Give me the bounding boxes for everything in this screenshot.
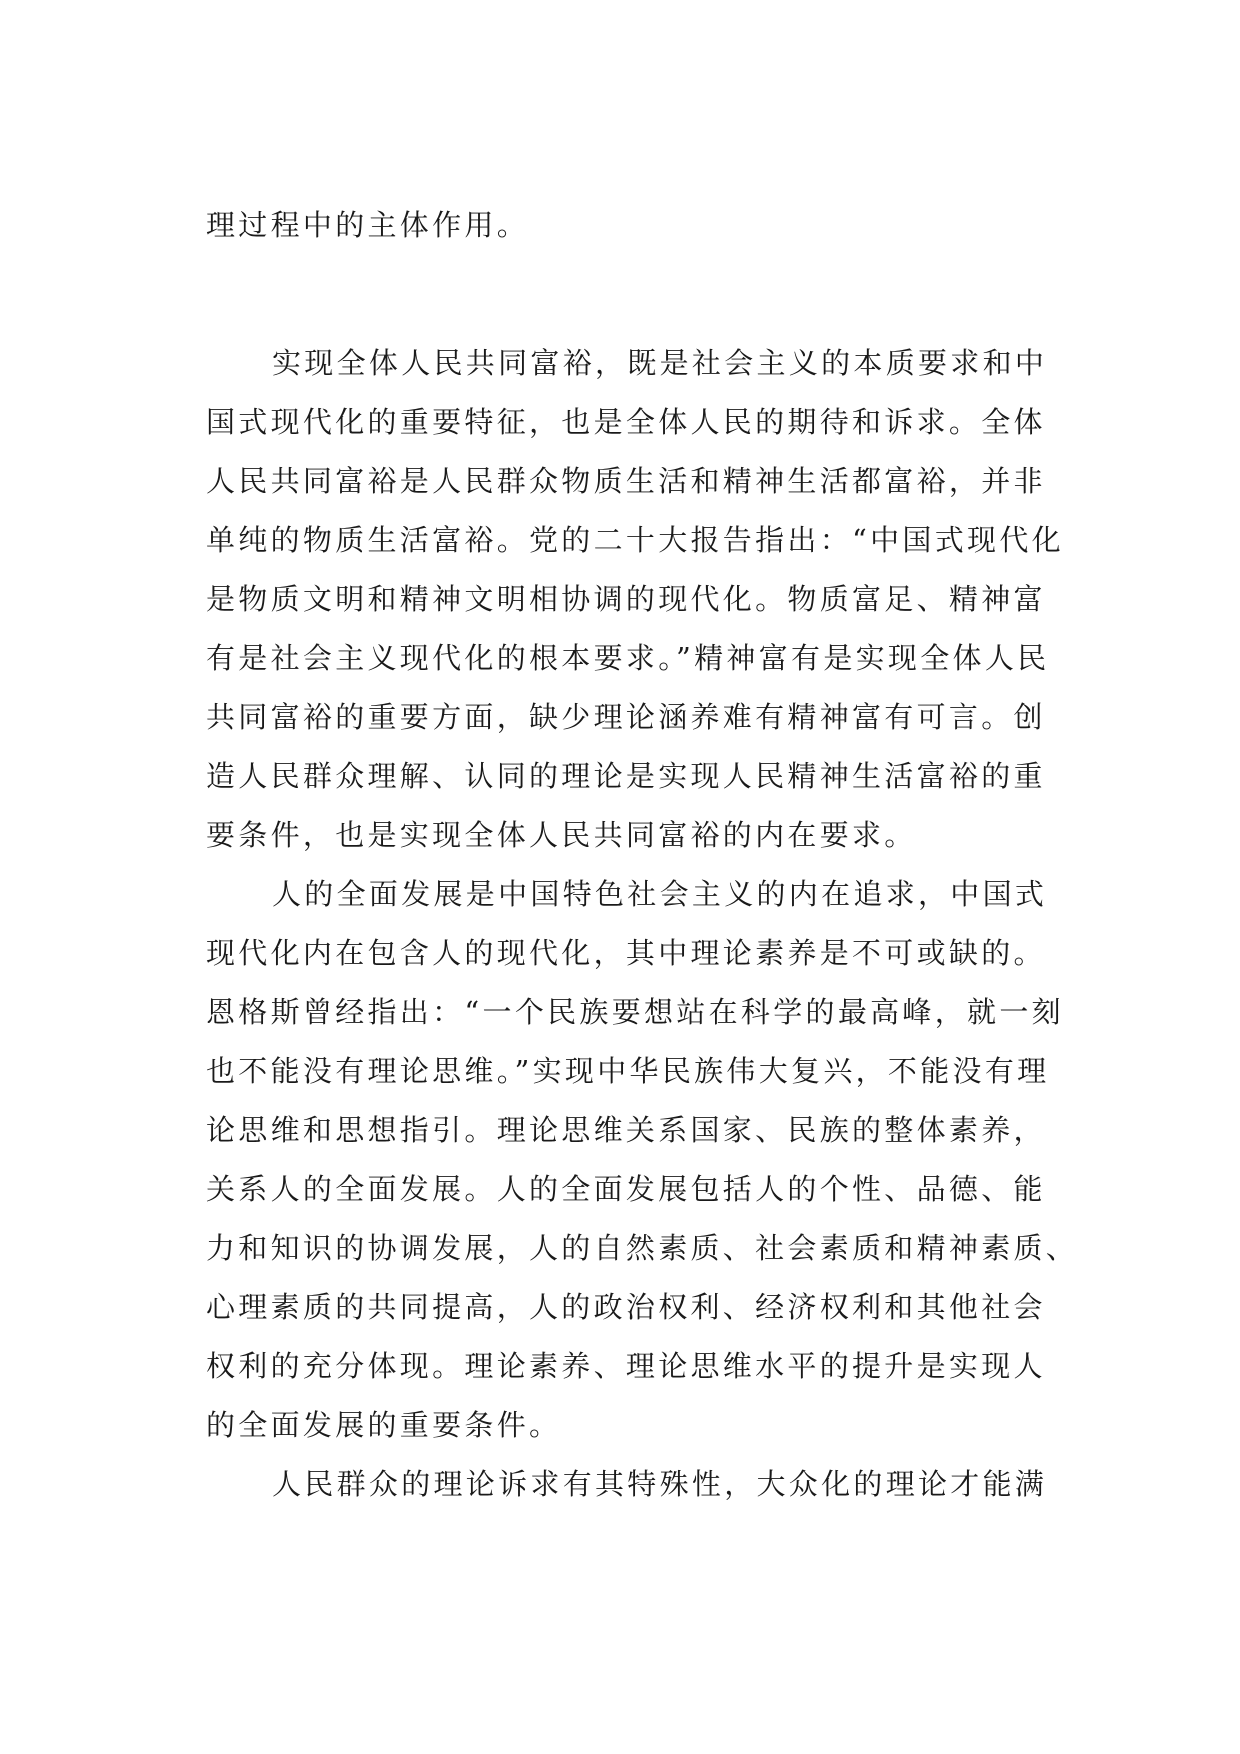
paragraph-theoretical-demands [206,1455,1066,1514]
paragraph-common-prosperity [206,334,1066,865]
text-line: 要条件，也是实现全体人民共同富裕的内在要求。 [206,818,917,852]
text-line: 造人民群众理解、认同的理论是实现人民精神生活富裕的重 [206,759,1046,793]
paragraph-human-development [206,865,1079,1455]
text-line: 权利的充分体现。理论素养、理论思维水平的提升是实现人 [206,1349,1046,1383]
text-line: 恩格斯曾经指出：“一个民族要想站在科学的最高峰，就一刻 [206,995,1064,1029]
text-line: 论思维和思想指引。理论思维关系国家、民族的整体素养， [206,1113,1046,1147]
text-line: 是物质文明和精神文明相协调的现代化。物质富足、精神富 [206,582,1046,616]
text-line: 关系人的全面发展。人的全面发展包括人的个性、品德、能 [206,1172,1046,1206]
text-line: 人的全面发展是中国特色社会主义的内在追求，中国式 [272,877,1048,911]
text-line: 有是社会主义现代化的根本要求。”精神富有是实现全体人民 [206,641,1050,675]
continued-fragment [206,196,1066,255]
text-line: 力和知识的协调发展，人的自然素质、社会素质和精神素质、 [206,1231,1079,1265]
text-line: 国式现代化的重要特征，也是全体人民的期待和诉求。全体 [206,405,1046,439]
text-line: 的全面发展的重要条件。 [206,1408,562,1442]
text-line: 共同富裕的重要方面，缺少理论涵养难有精神富有可言。创 [206,700,1046,734]
text-line: 也不能没有理论思维。”实现中华民族伟大复兴，不能没有理 [206,1054,1050,1088]
text-line: 实现全体人民共同富裕，既是社会主义的本质要求和中 [272,346,1048,380]
text-line: 理过程中的主体作用。 [206,208,530,242]
text-line: 人民群众的理论诉求有其特殊性，大众化的理论才能满 [272,1467,1048,1501]
text-line: 心理素质的共同提高，人的政治权利、经济权利和其他社会 [206,1290,1046,1324]
text-line: 人民共同富裕是人民群众物质生活和精神生活都富裕，并非 [206,464,1046,498]
text-line: 现代化内在包含人的现代化，其中理论素养是不可或缺的。 [206,936,1046,970]
text-line: 单纯的物质生活富裕。党的二十大报告指出：“中国式现代化 [206,523,1064,557]
